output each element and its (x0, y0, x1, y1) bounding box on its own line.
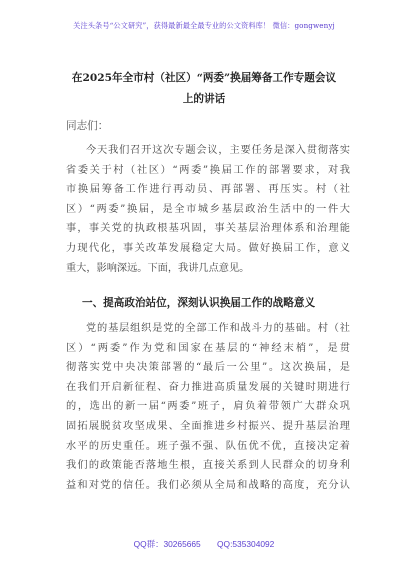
section-1-line: 在我们开启新征程、奋力推进高质量发展的关键时期进行 (66, 381, 350, 393)
intro-line: 省委关于村（社区）“两委”换届工作的部署要求，对我 (66, 164, 350, 176)
section-1-line: 彻落实党中央决策部署的“最后一公里”。这次换届，是 (66, 362, 350, 374)
intro-line: 市换届筹备工作进行再动员、再部署、再压实。村（社 (66, 184, 350, 196)
section-1-heading: 一、提高政治站位，深刻认识换届工作的战略意义 (82, 297, 316, 309)
section-1-line: 我们的政策能否落地生根，直接关系到人民群众的切身利 (66, 460, 350, 472)
section-1-line: 固拓展脱贫攻坚成果、全面推进乡村振兴、提升基层治理 (66, 420, 350, 432)
document-title-line-2: 上的讲话 (182, 93, 226, 105)
footer-contact (0, 538, 408, 550)
section-1-line: 的，选出的新一届“两委”班子，肩负着带领广大群众巩 (66, 401, 350, 413)
intro-line: 区）“两委”换届，是全市城乡基层政治生活中的一件大 (66, 203, 350, 215)
top-banner: 关注头条号“公文研究”，获得最新最全最专业的公文资料库！ 微信：gongwenyj (73, 21, 335, 30)
intro-line: 重大，影响深远。下面，我讲几点意见。 (66, 262, 250, 274)
footer-qq-group: QQ群：30265665 (133, 539, 201, 549)
section-1-line: 党的基层组织是党的全部工作和战斗力的基础。村（社 (86, 323, 350, 334)
footer-qq: QQ:535304092 (217, 539, 275, 549)
document-title-line-1: 在2025年全市村（社区）“两委”换届筹备工作专题会议 (71, 72, 337, 84)
section-1-line: 益和对党的信任。我们必须从全局和战略的高度，充分认 (66, 479, 350, 491)
section-1-line: 区）“两委”作为党和国家在基层的“神经末梢”，是贯 (66, 342, 350, 354)
intro-line: 力现代化，事关改革发展稳定大局。做好换届工作，意义 (66, 242, 350, 254)
salutation: 同志们： (66, 120, 109, 132)
intro-line: 今天我们召开这次专题会议，主要任务是深入贯彻落实 (86, 145, 350, 156)
intro-line: 事，事关党的执政根基巩固，事关基层治理体系和治理能 (66, 223, 350, 235)
section-1-paragraph (66, 319, 350, 495)
section-1-line: 水平的历史重任。班子强不强、队伍优不优，直接决定着 (66, 440, 350, 452)
intro-paragraph (66, 141, 350, 278)
